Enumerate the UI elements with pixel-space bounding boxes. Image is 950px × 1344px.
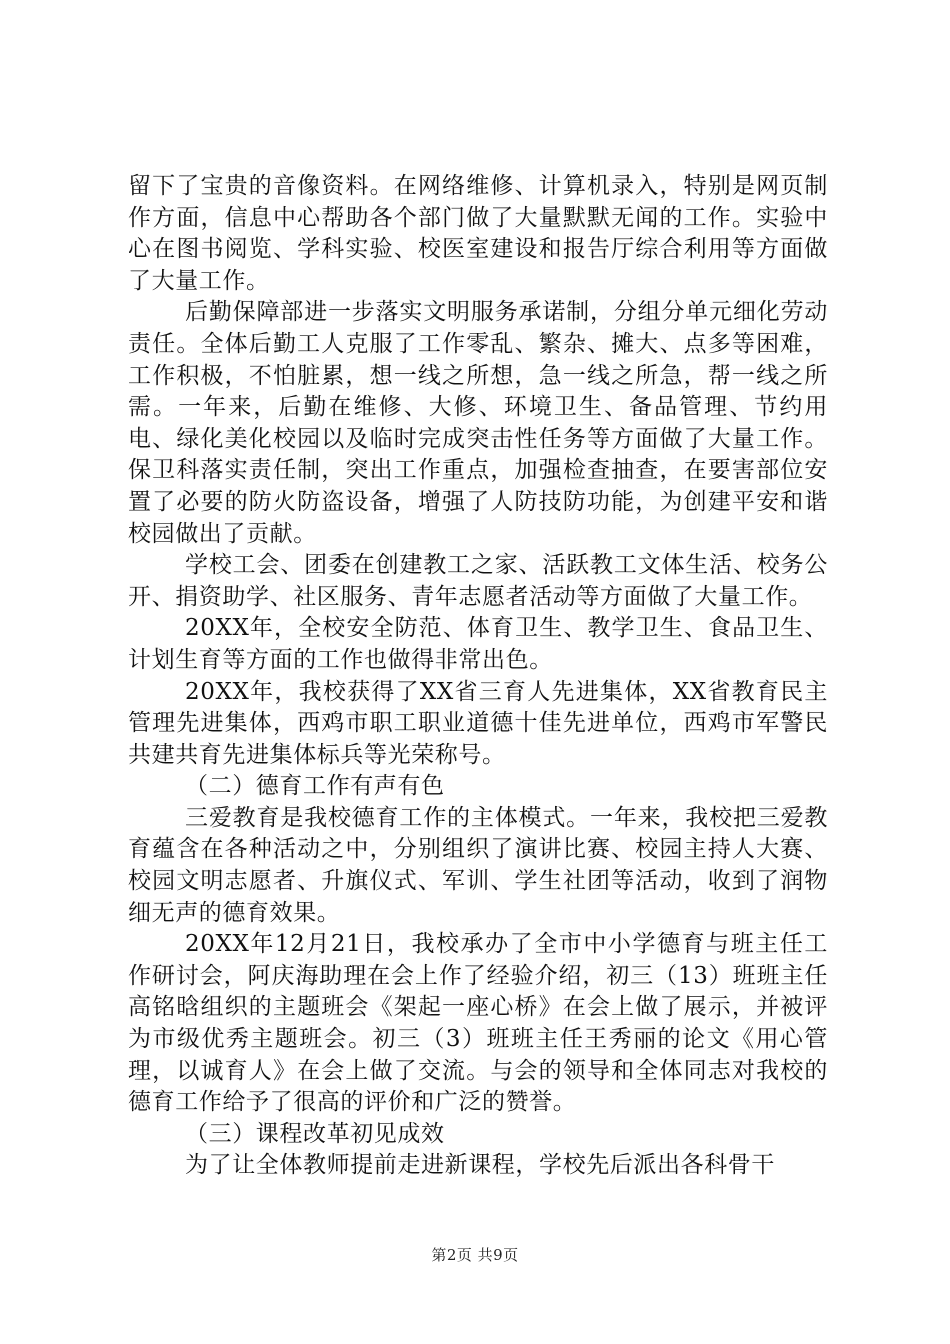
paragraph-continuation: 留下了宝贵的音像资料。在网络维修、计算机录入，特别是网页制作方面，信息中心帮助各个部门做了大量默默无闻的工作。实验中心在图书阅览、学科实验、校医室建设和报告厅综合利用等方面做了大量工作。 [128, 173, 828, 294]
document-body [128, 171, 828, 1182]
section-heading-moral-education: （二）德育工作有声有色 [185, 773, 445, 800]
paragraph-honors: 20XX年，我校获得了XX省三育人先进集体，XX省教育民主管理先进集体，西鸡市职工职业道德十佳先进单位，西鸡市军警民共建共育先进集体标兵等光荣称号。 [128, 678, 828, 768]
paragraph-union: 学校工会、团委在创建教工之家、活跃教工文体生活、校务公开、捐资助学、社区服务、青年志愿者活动等方面做了大量工作。 [128, 552, 828, 610]
page-number-footer: 第2页 共9页 [431, 1246, 519, 1264]
paragraph-seminar: 20XX年12月21日，我校承办了全市中小学德育与班主任工作研讨会，阿庆海助理在会上作了经验介绍，初三（13）班班主任高铭晗组织的主题班会《架起一座心桥》在会上做了展示，并被评为市级优秀主题班会。初三（3）班班主任王秀丽的论文《用心管理，以诚育人》在会上做了交流。与会的领导和全体同志对我校的德育工作给予了很高的评价和广泛的赞誉。 [128, 931, 828, 1116]
paragraph-logistics: 后勤保障部进一步落实文明服务承诺制，分组分单元细化劳动责任。全体后勤工人克服了工作零乱、繁杂、摊大、点多等困难，工作积极，不怕脏累，想一线之所想，急一线之所急，帮一线之所需。一年来，后勤在维修、大修、环境卫生、备品管理、节约用电、绿化美化校园以及临时完成突击性任务等方面做了大量工作。保卫科落实责任制，突出工作重点，加强检查抽查，在要害部位安置了必要的防火防盗设备，增强了人防技防功能，为创建平安和谐校园做出了贡献。 [128, 299, 828, 547]
paragraph-safety: 20XX年，全校安全防范、体育卫生、教学卫生、食品卫生、计划生育等方面的工作也做得非常出色。 [128, 615, 828, 673]
paragraph-curriculum: 为了让全体教师提前走进新课程，学校先后派出各科骨干 [185, 1152, 775, 1179]
paragraph-three-love: 三爱教育是我校德育工作的主体模式。一年来，我校把三爱教育蕴含在各种活动之中，分别组织了演讲比赛、校园主持人大赛、校园文明志愿者、升旗仪式、军训、学生社团等活动，收到了润物细无声的德育效果。 [128, 804, 828, 926]
section-heading-curriculum-reform: （三）课程改革初见成效 [185, 1120, 445, 1147]
